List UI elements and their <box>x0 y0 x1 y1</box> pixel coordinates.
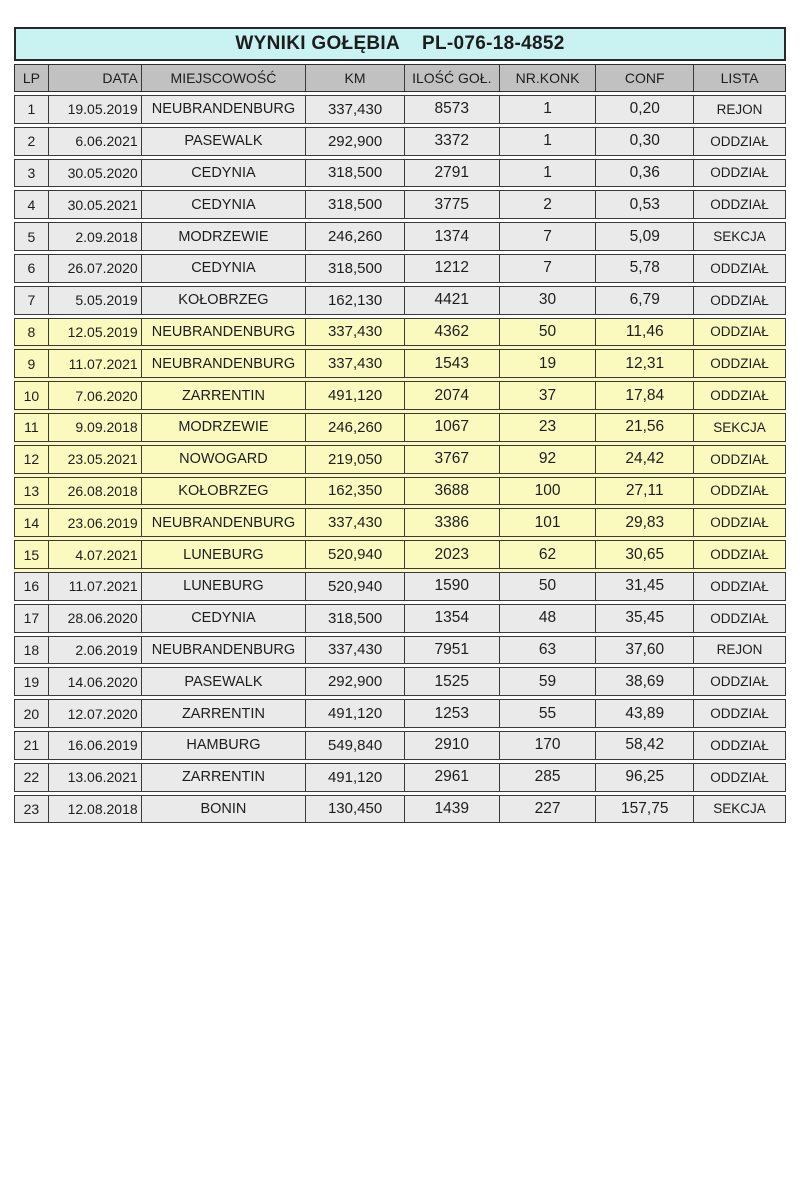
cell-rank: 1 <box>499 160 596 187</box>
cell-list-type: ODDZIAŁ <box>693 382 785 409</box>
cell-list-type: ODDZIAŁ <box>693 160 785 187</box>
cell-place: HAMBURG <box>141 732 306 759</box>
cell-list-type: ODDZIAŁ <box>693 191 785 218</box>
cell-lp: 23 <box>23 800 40 817</box>
cell-rank: 50 <box>499 319 596 346</box>
cell-place: CEDYNIA <box>141 191 306 218</box>
cell-lp: 18 <box>23 641 40 658</box>
cell-rank: 55 <box>499 700 596 727</box>
table-header-row <box>14 64 786 92</box>
cell-coefficient: 0,20 <box>595 96 693 123</box>
cell-lp: 7 <box>27 292 36 309</box>
cell-lp: 9 <box>27 355 36 372</box>
cell-km: 162,350 <box>305 478 404 505</box>
cell-bird-count: 3386 <box>404 509 499 536</box>
cell-rank: 100 <box>499 478 596 505</box>
cell-lp: 22 <box>23 769 40 786</box>
column-header-lp: LP <box>22 70 40 86</box>
cell-place: ZARRENTIN <box>141 764 306 791</box>
cell-date: 2.09.2018 <box>48 223 141 250</box>
cell-list-type: REJON <box>693 96 785 123</box>
cell-rank: 50 <box>499 573 596 600</box>
cell-date: 26.08.2018 <box>48 478 141 505</box>
cell-coefficient: 6,79 <box>595 287 693 314</box>
cell-km: 318,500 <box>305 191 404 218</box>
cell-km: 219,050 <box>305 446 404 473</box>
cell-list-type: SEKCJA <box>693 223 785 250</box>
cell-km: 162,130 <box>305 287 404 314</box>
cell-rank: 59 <box>499 668 596 695</box>
highlighted-rows-group <box>14 318 786 572</box>
cell-date: 12.08.2018 <box>48 796 141 823</box>
cell-bird-count: 4362 <box>404 319 499 346</box>
table-row <box>14 95 786 124</box>
cell-km: 318,500 <box>305 605 404 632</box>
cell-date: 23.06.2019 <box>48 509 141 536</box>
cell-coefficient: 43,89 <box>595 700 693 727</box>
cell-list-type: ODDZIAŁ <box>693 446 785 473</box>
cell-list-type: ODDZIAŁ <box>693 509 785 536</box>
cell-place: PASEWALK <box>141 668 306 695</box>
cell-date: 30.05.2021 <box>48 191 141 218</box>
cell-coefficient: 157,75 <box>595 796 693 823</box>
cell-bird-count: 1212 <box>404 255 499 282</box>
results-sheet <box>14 27 786 826</box>
cell-lp: 3 <box>27 164 36 181</box>
cell-date: 5.05.2019 <box>48 287 141 314</box>
cell-date: 12.07.2020 <box>48 700 141 727</box>
cell-coefficient: 29,83 <box>595 509 693 536</box>
cell-list-type: ODDZIAŁ <box>693 573 785 600</box>
cell-list-type: ODDZIAŁ <box>693 764 785 791</box>
cell-coefficient: 35,45 <box>595 605 693 632</box>
cell-lp: 1 <box>27 101 36 118</box>
cell-date: 13.06.2021 <box>48 764 141 791</box>
cell-place: CEDYNIA <box>141 255 306 282</box>
cell-rank: 101 <box>499 509 596 536</box>
cell-list-type: ODDZIAŁ <box>693 478 785 505</box>
cell-km: 337,430 <box>305 509 404 536</box>
cell-place: LUNEBURG <box>141 541 306 568</box>
cell-place: ZARRENTIN <box>141 700 306 727</box>
cell-coefficient: 37,60 <box>595 637 693 664</box>
cell-km: 520,940 <box>305 573 404 600</box>
cell-rank: 227 <box>499 796 596 823</box>
cell-date: 11.07.2021 <box>48 350 141 377</box>
cell-bird-count: 2074 <box>404 382 499 409</box>
cell-km: 520,940 <box>305 541 404 568</box>
cell-lp: 16 <box>23 578 40 595</box>
cell-list-type: ODDZIAŁ <box>693 319 785 346</box>
cell-lp: 21 <box>23 737 40 754</box>
cell-rank: 63 <box>499 637 596 664</box>
table-row <box>14 540 786 569</box>
table-row <box>14 318 786 347</box>
cell-bird-count: 4421 <box>404 287 499 314</box>
cell-bird-count: 3775 <box>404 191 499 218</box>
cell-lp: 10 <box>23 387 40 404</box>
cell-bird-count: 1253 <box>404 700 499 727</box>
cell-bird-count: 2023 <box>404 541 499 568</box>
cell-place: NEUBRANDENBURG <box>141 509 306 536</box>
cell-place: ZARRENTIN <box>141 382 306 409</box>
sheet-title <box>14 27 786 61</box>
table-body <box>14 95 786 823</box>
table-row <box>14 445 786 474</box>
cell-date: 12.05.2019 <box>48 319 141 346</box>
cell-list-type: ODDZIAŁ <box>693 732 785 759</box>
column-header-ilosc-gol: ILOŚĆ GOŁ. <box>404 65 499 91</box>
cell-place: CEDYNIA <box>141 160 306 187</box>
cell-km: 491,120 <box>305 700 404 727</box>
cell-rank: 1 <box>499 128 596 155</box>
cell-coefficient: 96,25 <box>595 764 693 791</box>
cell-list-type: ODDZIAŁ <box>693 668 785 695</box>
cell-coefficient: 5,09 <box>595 223 693 250</box>
cell-place: LUNEBURG <box>141 573 306 600</box>
cell-place: BONIN <box>141 796 306 823</box>
cell-place: NOWOGARD <box>141 446 306 473</box>
cell-bird-count: 3767 <box>404 446 499 473</box>
cell-coefficient: 12,31 <box>595 350 693 377</box>
cell-rank: 170 <box>499 732 596 759</box>
column-header-nr-konk: NR.KONK <box>499 65 596 91</box>
cell-rank: 23 <box>499 414 596 441</box>
cell-date: 30.05.2020 <box>48 160 141 187</box>
cell-bird-count: 2791 <box>404 160 499 187</box>
ring-number: PL-076-18-4852 <box>422 33 565 54</box>
table-row <box>14 127 786 156</box>
cell-lp: 12 <box>23 451 40 468</box>
cell-rank: 2 <box>499 191 596 218</box>
cell-list-type: SEKCJA <box>693 796 785 823</box>
cell-place: KOŁOBRZEG <box>141 478 306 505</box>
cell-place: MODRZEWIE <box>141 223 306 250</box>
table-row <box>14 604 786 633</box>
cell-km: 337,430 <box>305 319 404 346</box>
cell-date: 23.05.2021 <box>48 446 141 473</box>
cell-bird-count: 1525 <box>404 668 499 695</box>
table-row <box>14 731 786 760</box>
cell-bird-count: 1543 <box>404 350 499 377</box>
cell-bird-count: 1354 <box>404 605 499 632</box>
cell-lp: 20 <box>23 705 40 722</box>
cell-km: 292,900 <box>305 668 404 695</box>
cell-list-type: SEKCJA <box>693 414 785 441</box>
cell-rank: 1 <box>499 96 596 123</box>
column-header-data: DATA <box>48 65 141 91</box>
cell-rank: 7 <box>499 223 596 250</box>
cell-bird-count: 3372 <box>404 128 499 155</box>
cell-list-type: ODDZIAŁ <box>693 541 785 568</box>
cell-place: KOŁOBRZEG <box>141 287 306 314</box>
cell-km: 491,120 <box>305 764 404 791</box>
cell-place: CEDYNIA <box>141 605 306 632</box>
cell-coefficient: 11,46 <box>595 319 693 346</box>
cell-rank: 48 <box>499 605 596 632</box>
cell-bird-count: 7951 <box>404 637 499 664</box>
cell-place: NEUBRANDENBURG <box>141 637 306 664</box>
column-header-conf: CONF <box>595 65 693 91</box>
cell-list-type: ODDZIAŁ <box>693 128 785 155</box>
cell-list-type: ODDZIAŁ <box>693 255 785 282</box>
cell-place: MODRZEWIE <box>141 414 306 441</box>
cell-coefficient: 24,42 <box>595 446 693 473</box>
cell-bird-count: 8573 <box>404 96 499 123</box>
cell-date: 2.06.2019 <box>48 637 141 664</box>
table-row <box>14 190 786 219</box>
table-row <box>14 667 786 696</box>
cell-km: 318,500 <box>305 160 404 187</box>
cell-place: NEUBRANDENBURG <box>141 350 306 377</box>
cell-km: 246,260 <box>305 414 404 441</box>
cell-bird-count: 3688 <box>404 478 499 505</box>
cell-date: 16.06.2019 <box>48 732 141 759</box>
column-header-lista: LISTA <box>693 65 785 91</box>
sheet-title-text: WYNIKI GOŁĘBIA <box>235 33 401 54</box>
cell-lp: 11 <box>24 419 39 436</box>
cell-list-type: REJON <box>693 637 785 664</box>
cell-date: 9.09.2018 <box>48 414 141 441</box>
cell-rank: 62 <box>499 541 596 568</box>
cell-coefficient: 30,65 <box>595 541 693 568</box>
cell-date: 28.06.2020 <box>48 605 141 632</box>
cell-bird-count: 1067 <box>404 414 499 441</box>
cell-date: 14.06.2020 <box>48 668 141 695</box>
cell-km: 337,430 <box>305 637 404 664</box>
cell-coefficient: 58,42 <box>595 732 693 759</box>
cell-list-type: ODDZIAŁ <box>693 700 785 727</box>
cell-km: 491,120 <box>305 382 404 409</box>
cell-coefficient: 21,56 <box>595 414 693 441</box>
cell-coefficient: 27,11 <box>595 478 693 505</box>
table-row <box>14 222 786 251</box>
cell-lp: 13 <box>23 482 40 499</box>
cell-km: 318,500 <box>305 255 404 282</box>
cell-bird-count: 2961 <box>404 764 499 791</box>
table-row <box>14 795 786 824</box>
cell-km: 337,430 <box>305 350 404 377</box>
cell-lp: 4 <box>27 196 36 213</box>
cell-date: 19.05.2019 <box>48 96 141 123</box>
table-row <box>14 477 786 506</box>
cell-date: 26.07.2020 <box>48 255 141 282</box>
cell-list-type: ODDZIAŁ <box>693 287 785 314</box>
cell-place: NEUBRANDENBURG <box>141 96 306 123</box>
cell-bird-count: 1590 <box>404 573 499 600</box>
table-row <box>14 254 786 283</box>
cell-rank: 30 <box>499 287 596 314</box>
table-row <box>14 159 786 188</box>
cell-lp: 2 <box>27 133 36 150</box>
cell-bird-count: 1439 <box>404 796 499 823</box>
table-row <box>14 381 786 410</box>
table-row <box>14 508 786 537</box>
cell-rank: 37 <box>499 382 596 409</box>
cell-coefficient: 38,69 <box>595 668 693 695</box>
cell-km: 549,840 <box>305 732 404 759</box>
table-row <box>14 349 786 378</box>
cell-lp: 15 <box>23 546 40 563</box>
column-header-km: KM <box>305 65 404 91</box>
cell-date: 6.06.2021 <box>48 128 141 155</box>
table-row <box>14 572 786 601</box>
cell-list-type: ODDZIAŁ <box>693 350 785 377</box>
cell-km: 130,450 <box>305 796 404 823</box>
cell-place: NEUBRANDENBURG <box>141 319 306 346</box>
cell-rank: 92 <box>499 446 596 473</box>
cell-coefficient: 31,45 <box>595 573 693 600</box>
cell-lp: 17 <box>23 610 40 627</box>
cell-list-type: ODDZIAŁ <box>693 605 785 632</box>
cell-coefficient: 0,30 <box>595 128 693 155</box>
cell-bird-count: 2910 <box>404 732 499 759</box>
cell-rank: 285 <box>499 764 596 791</box>
cell-km: 246,260 <box>305 223 404 250</box>
cell-lp: 6 <box>27 260 36 277</box>
cell-rank: 7 <box>499 255 596 282</box>
cell-coefficient: 5,78 <box>595 255 693 282</box>
cell-coefficient: 17,84 <box>595 382 693 409</box>
table-row <box>14 699 786 728</box>
cell-date: 4.07.2021 <box>48 541 141 568</box>
cell-rank: 19 <box>499 350 596 377</box>
column-header-miejscowosc: MIEJSCOWOŚĆ <box>141 65 306 91</box>
cell-lp: 19 <box>23 673 40 690</box>
cell-km: 292,900 <box>305 128 404 155</box>
cell-coefficient: 0,53 <box>595 191 693 218</box>
table-row <box>14 636 786 665</box>
cell-bird-count: 1374 <box>404 223 499 250</box>
cell-place: PASEWALK <box>141 128 306 155</box>
cell-lp: 8 <box>27 323 36 340</box>
cell-lp: 5 <box>27 228 36 245</box>
cell-date: 11.07.2021 <box>48 573 141 600</box>
table-row <box>14 763 786 792</box>
table-row <box>14 286 786 315</box>
cell-date: 7.06.2020 <box>48 382 141 409</box>
cell-coefficient: 0,36 <box>595 160 693 187</box>
cell-lp: 14 <box>23 514 40 531</box>
cell-km: 337,430 <box>305 96 404 123</box>
table-row <box>14 413 786 442</box>
